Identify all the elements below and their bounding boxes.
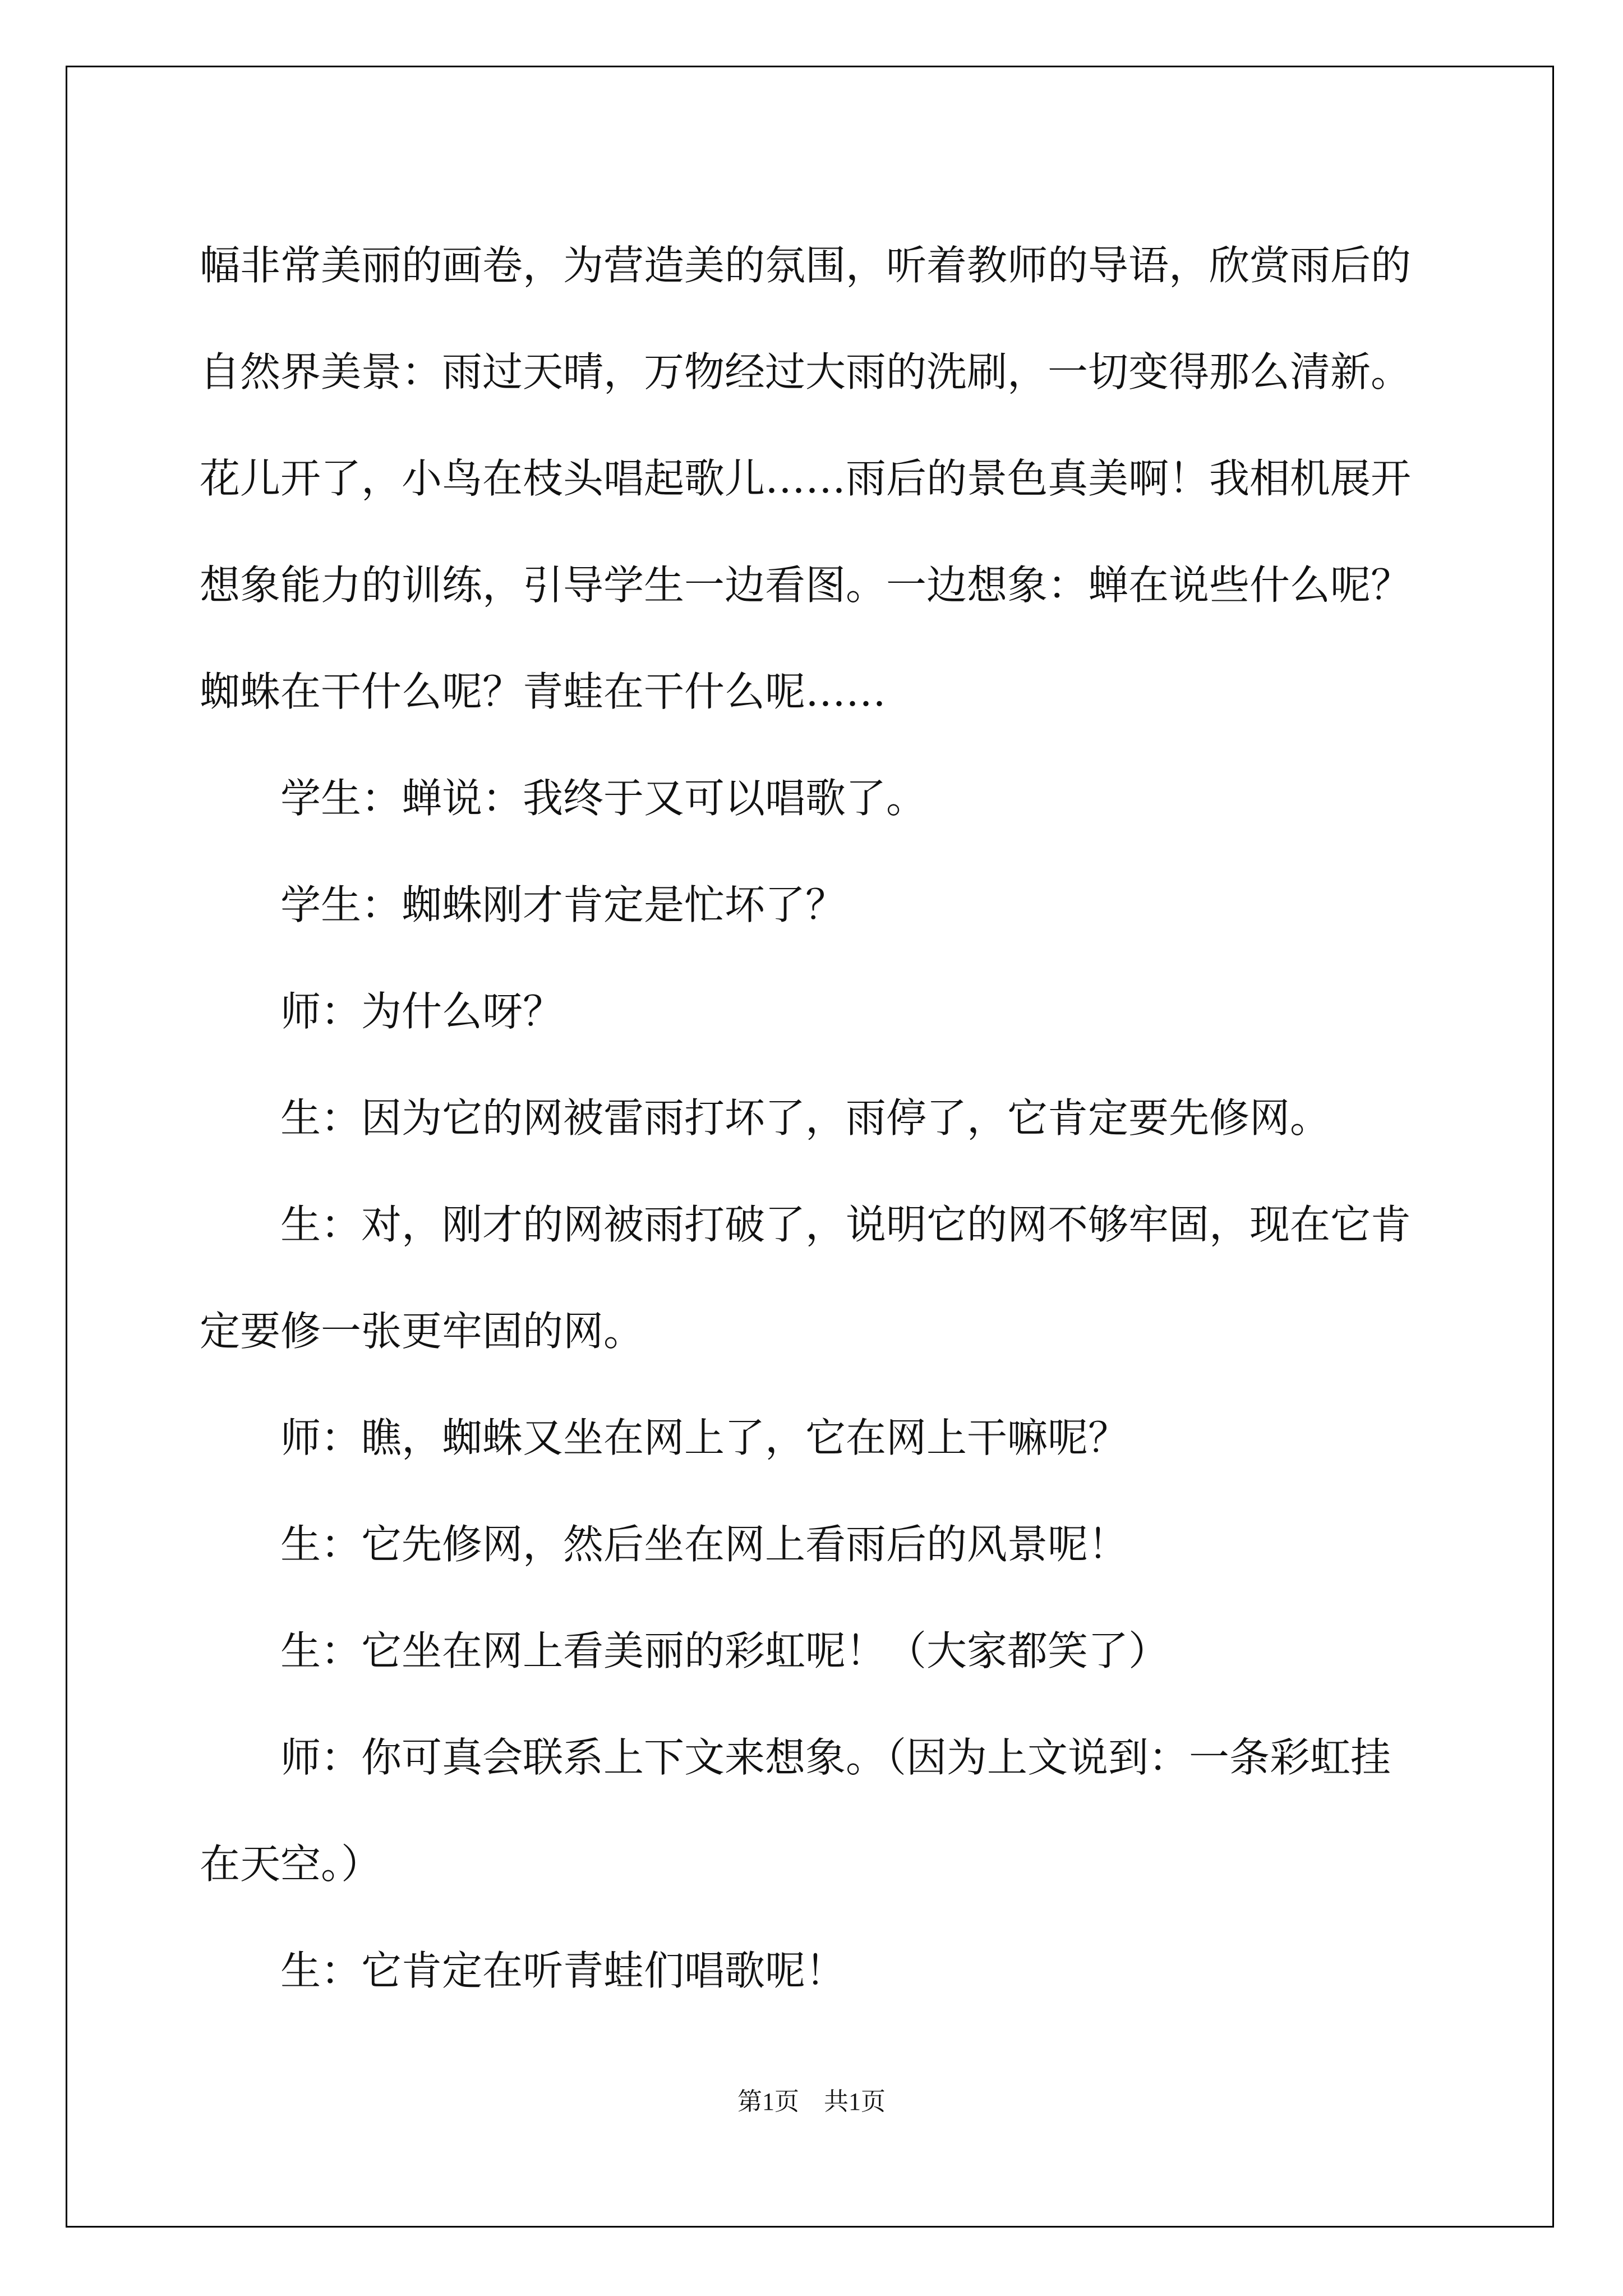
paragraph-3: 学生：蜘蛛刚才肯定是忙坏了？ (280, 881, 846, 928)
paragraph-11: 生：它肯定在听青蛙们唱歌呢！ (280, 1947, 846, 1994)
paragraph-2: 学生：蝉说：我终于又可以唱歌了。 (280, 775, 927, 822)
page-number-footer: 第1页 共1页 (737, 2088, 886, 2115)
paragraph-6: 生：对，刚才的网被雨打破了，说明它的网不够牢固，现在它肯定要修一张更牢固的网。 (200, 1201, 1412, 1355)
paragraph-5: 生：因为它的网被雷雨打坏了，雨停了，它肯定要先修网。 (280, 1094, 1331, 1142)
paragraph-1: 幅非常美丽的画卷，为营造美的氛围，听着教师的导语，欣赏雨后的自然界美景：雨过天晴，万物经过大雨的洗刷，一切变得那么清新。花儿开了，小鸟在枝头唱起歌儿……雨后的景色真美啊！我相机展开想象能力的训练，引导学生一边看图。一边想象：蝉在说些什么呢？蜘蛛在干什么呢？青蛙在干什么呢…… (200, 242, 1412, 715)
paragraph-8: 生：它先修网，然后坐在网上看雨后的风景呢！ (280, 1521, 1129, 1568)
document-body (200, 212, 1422, 2024)
paragraph-9: 生：它坐在网上看美丽的彩虹呢！（大家都笑了） (280, 1627, 1169, 1674)
paragraph-10: 师：你可真会联系上下文来想象。（因为上文说到：一条彩虹挂在天空。） (200, 1734, 1391, 1888)
paragraph-4: 师：为什么呀？ (280, 988, 564, 1035)
paragraph-7: 师：瞧，蜘蛛又坐在网上了，它在网上干嘛呢？ (280, 1414, 1129, 1461)
